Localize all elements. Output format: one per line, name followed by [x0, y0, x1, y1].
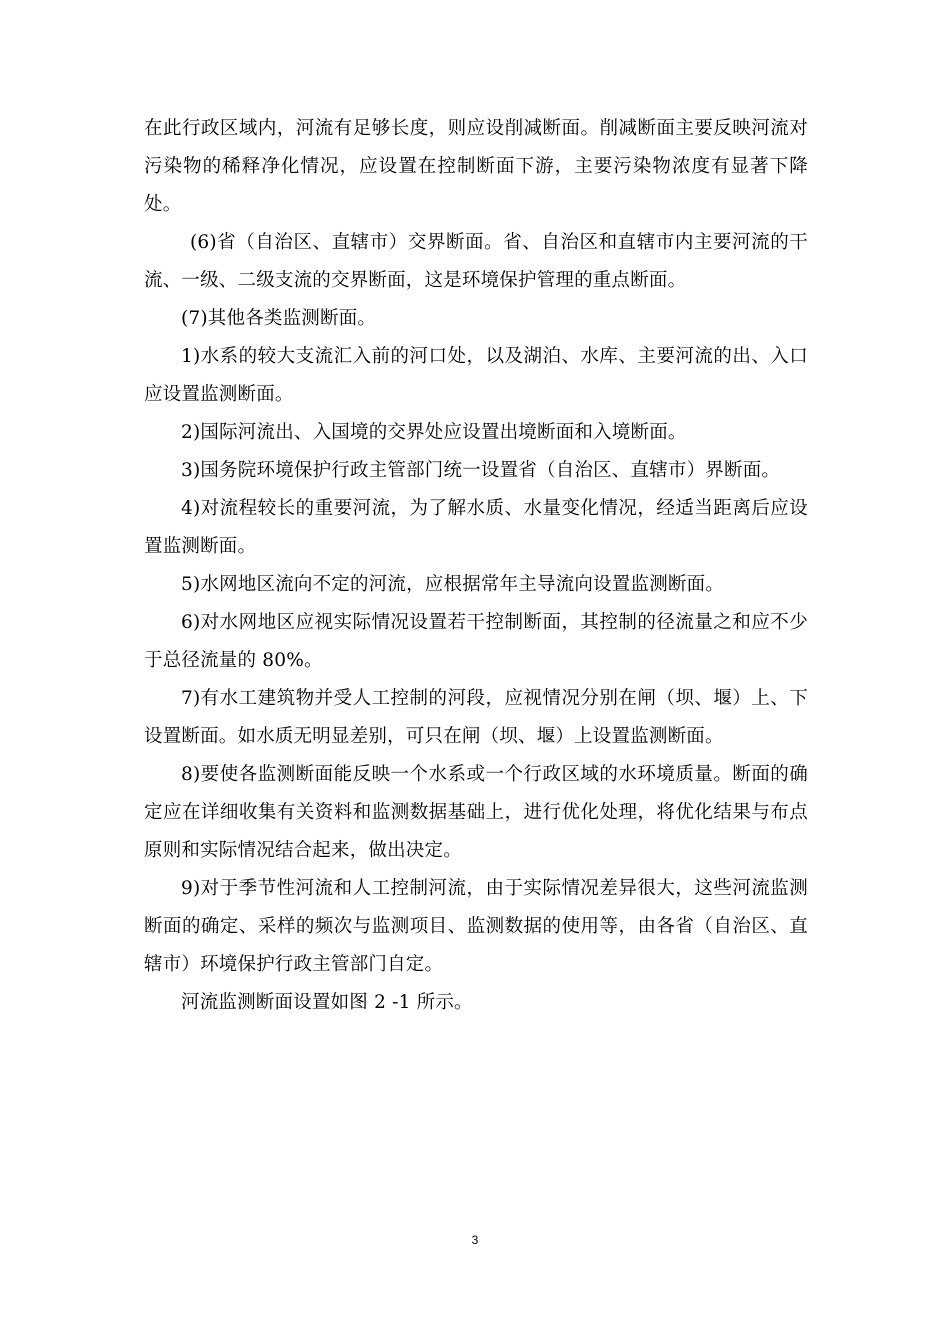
list-item-8: 8)要使各监测断面能反映一个水系或一个行政区域的水环境质量。断面的确定应在详细收集有关资料和监测数据基础上，进行优化处理，将优化结果与布点原则和实际情况结合起来，做出决定。	[144, 764, 808, 861]
list-item-4: 4)对流程较长的重要河流，为了解水质、水量变化情况，经适当距离后应设置监测断面。	[144, 498, 808, 557]
list-item-1: 1)水系的较大支流汇入前的河口处，以及湖泊、水库、主要河流的出、入口应设置监测断面。	[144, 346, 808, 405]
list-item-6: 6)对水网地区应视实际情况设置若干控制断面，其控制的径流量之和应不少于总径流量的 80%。	[144, 612, 808, 671]
body-text	[144, 110, 808, 1022]
list-item-3: 3)国务院环境保护行政主管部门统一设置省（自治区、直辖市）界断面。	[181, 460, 781, 481]
list-item-5: 5)水网地区流向不定的河流，应根据常年主导流向设置监测断面。	[181, 574, 724, 595]
page-number: 3	[471, 1233, 479, 1247]
paragraph-cut-section: 在此行政区域内，河流有足够长度，则应设削减断面。削减断面主要反映河流对污染物的稀释净化情况，应设置在控制断面下游，主要污染物浓度有显著下降处。	[144, 118, 808, 215]
figure-reference: 河流监测断面设置如图 2 -1 所示。	[181, 992, 473, 1013]
paragraph-other-sections: (7)其他各类监测断面。	[181, 308, 377, 329]
paragraph-provincial-boundary: (6)省（自治区、直辖市）交界断面。省、自治区和直辖市内主要河流的干流、一级、二级支流的交界断面，这是环境保护管理的重点断面。	[144, 232, 808, 291]
list-item-7: 7)有水工建筑物并受人工控制的河段，应视情况分别在闸（坝、堰）上、下设置断面。如水质无明显差别，可只在闸（坝、堰）上设置监测断面。	[144, 688, 808, 747]
list-item-2: 2)国际河流出、入国境的交界处应设置出境断面和入境断面。	[181, 422, 687, 443]
list-item-9: 9)对于季节性河流和人工控制河流，由于实际情况差异很大，这些河流监测断面的确定、采样的频次与监测项目、监测数据的使用等，由各省（自治区、直辖市）环境保护行政主管部门自定。	[144, 878, 808, 975]
